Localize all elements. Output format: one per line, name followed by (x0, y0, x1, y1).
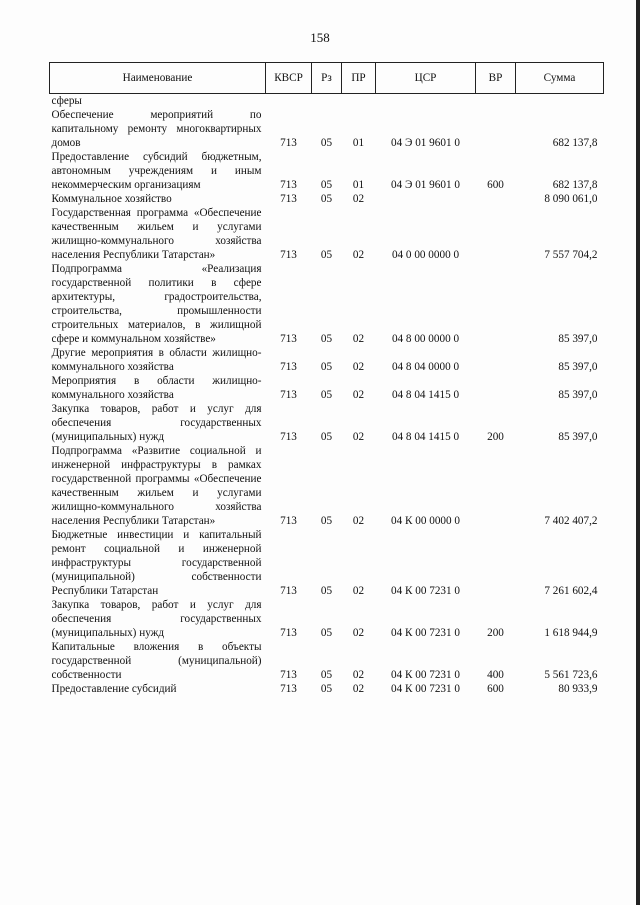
cell-csr: 04 8 04 0000 0 (391, 361, 460, 373)
cell-sum: 7 261 602,4 (544, 585, 598, 597)
cell-name: Подпрограмма «Реализация государственной политики в сфере архитектуры, градостроительства, строительства, промышленности строительных материалов, в жилищной сфере и коммунальном хозяйстве» (51, 263, 262, 345)
cell-pr: 01 (352, 179, 365, 191)
cell-pr: 02 (352, 431, 365, 443)
table-row (50, 346, 604, 374)
cell-sum (516, 94, 604, 109)
cell-sum: 85 397,0 (558, 333, 598, 345)
cell-rz (312, 94, 342, 109)
cell-csr: 04 К 00 7231 0 (391, 627, 460, 639)
cell-name: Бюджетные инвестиции и капитальный ремонт социальной и инженерной инфраструктуры государственной (муниципальной) собственности Республики Татарстан (51, 529, 262, 597)
table-row (50, 374, 604, 402)
table-header (50, 63, 604, 94)
cell-vr (476, 206, 516, 262)
cell-sum: 80 933,9 (558, 683, 598, 695)
cell-vr (476, 444, 516, 528)
cell-name: Предоставление субсидий бюджетным, автономным учреждениям и иным некоммерческим организациям (51, 151, 262, 191)
cell-csr: 04 8 04 1415 0 (391, 389, 460, 401)
header-vr: ВР (476, 63, 516, 94)
cell-pr: 02 (352, 389, 365, 401)
cell-sum: 8 090 061,0 (544, 193, 598, 205)
cell-vr: 200 (487, 627, 504, 639)
cell-kvsr: 713 (280, 179, 297, 191)
header-pr: ПР (342, 63, 376, 94)
header-rz: Рз (312, 63, 342, 94)
cell-pr: 02 (352, 361, 365, 373)
cell-vr (476, 346, 516, 374)
cell-vr (476, 528, 516, 598)
cell-pr: 02 (352, 669, 365, 681)
cell-vr (476, 108, 516, 150)
cell-vr: 200 (487, 431, 504, 443)
cell-sum: 85 397,0 (558, 389, 598, 401)
page-number: 158 (310, 30, 330, 45)
table-row (50, 262, 604, 346)
cell-kvsr: 713 (280, 389, 297, 401)
cell-rz: 05 (320, 179, 333, 191)
cell-name: Другие мероприятия в области жилищно-коммунального хозяйства (51, 347, 262, 373)
table-row (50, 94, 604, 109)
header-sum: Сумма (516, 63, 604, 94)
table-row (50, 528, 604, 598)
cell-kvsr: 713 (280, 193, 297, 205)
cell-csr: 04 0 00 0000 0 (391, 249, 460, 261)
table-row (50, 682, 604, 696)
cell-name: Обеспечение мероприятий по капитальному ремонту многоквартирных домов (51, 109, 262, 149)
cell-rz: 05 (320, 669, 333, 681)
table-row (50, 206, 604, 262)
cell-vr: 600 (487, 179, 504, 191)
cell-csr (376, 192, 476, 206)
table-row (50, 150, 604, 192)
cell-csr: 04 8 04 1415 0 (391, 431, 460, 443)
cell-rz: 05 (320, 683, 333, 695)
table-row (50, 108, 604, 150)
cell-sum: 85 397,0 (558, 361, 598, 373)
cell-vr (476, 262, 516, 346)
cell-vr: 400 (487, 669, 504, 681)
cell-rz: 05 (320, 585, 333, 597)
cell-rz: 05 (320, 389, 333, 401)
table-row (50, 402, 604, 444)
cell-sum: 682 137,8 (552, 179, 598, 191)
cell-name: Предоставление субсидий (51, 683, 177, 695)
header-kvsr: КВСР (266, 63, 312, 94)
cell-kvsr: 713 (280, 515, 297, 527)
cell-kvsr (266, 94, 312, 109)
cell-csr: 04 К 00 0000 0 (391, 515, 460, 527)
cell-vr (476, 374, 516, 402)
cell-rz: 05 (320, 431, 333, 443)
cell-pr: 02 (352, 627, 365, 639)
cell-rz: 05 (320, 249, 333, 261)
cell-pr: 02 (352, 683, 365, 695)
cell-name: Закупка товаров, работ и услуг для обеспечения государственных (муниципальных) нужд (51, 599, 262, 639)
cell-kvsr: 713 (280, 431, 297, 443)
cell-vr: 600 (487, 683, 504, 695)
cell-csr: 04 К 00 7231 0 (391, 683, 460, 695)
cell-name: Государственная программа «Обеспечение качественным жильем и услугами жилищно-коммунального хозяйства населения Республики Татарстан» (51, 207, 262, 261)
cell-name: Капитальные вложения в объекты государственной (муниципальной) собственности (51, 641, 262, 681)
cell-kvsr: 713 (280, 627, 297, 639)
cell-sum: 7 557 704,2 (544, 249, 598, 261)
table-row (50, 444, 604, 528)
cell-kvsr: 713 (280, 669, 297, 681)
cell-sum: 682 137,8 (552, 137, 598, 149)
cell-name: Коммунальное хозяйство (51, 193, 172, 205)
page-edge-shadow (636, 0, 640, 905)
cell-name: Мероприятия в области жилищно-коммунального хозяйства (51, 375, 262, 401)
cell-pr: 02 (352, 515, 365, 527)
cell-kvsr: 713 (280, 683, 297, 695)
cell-pr: 02 (352, 249, 365, 261)
cell-rz: 05 (320, 515, 333, 527)
cell-sum: 5 561 723,6 (544, 669, 598, 681)
header-csr: ЦСР (376, 63, 476, 94)
cell-csr: 04 Э 01 9601 0 (391, 179, 460, 191)
cell-kvsr: 713 (280, 249, 297, 261)
cell-rz: 05 (320, 627, 333, 639)
cell-rz: 05 (320, 361, 333, 373)
cell-sum: 85 397,0 (558, 431, 598, 443)
cell-csr: 04 К 00 7231 0 (391, 669, 460, 681)
cell-rz: 05 (320, 193, 333, 205)
cell-kvsr: 713 (280, 137, 297, 149)
table-row (50, 640, 604, 682)
cell-pr (342, 94, 376, 109)
table-row (50, 192, 604, 206)
cell-kvsr: 713 (280, 333, 297, 345)
table-row (50, 598, 604, 640)
cell-name: сферы (51, 95, 82, 107)
cell-csr (376, 94, 476, 109)
cell-name: Закупка товаров, работ и услуг для обеспечения государственных (муниципальных) нужд (51, 403, 262, 443)
cell-kvsr: 713 (280, 585, 297, 597)
cell-pr: 02 (352, 193, 365, 205)
cell-csr: 04 Э 01 9601 0 (391, 137, 460, 149)
cell-kvsr: 713 (280, 361, 297, 373)
budget-table (49, 62, 604, 696)
cell-name: Подпрограмма «Развитие социальной и инженерной инфраструктуры в рамках государственной программы «Обеспечение качественным жильем и услугами жилищно-коммунального хозяйства населения Республики Татарстан» (51, 445, 262, 527)
table-body (50, 94, 604, 697)
cell-csr: 04 8 00 0000 0 (391, 333, 460, 345)
cell-pr: 02 (352, 585, 365, 597)
cell-pr: 01 (352, 137, 365, 149)
cell-sum: 7 402 407,2 (544, 515, 598, 527)
cell-vr (476, 94, 516, 109)
cell-rz: 05 (320, 333, 333, 345)
cell-pr: 02 (352, 333, 365, 345)
cell-sum: 1 618 944,9 (544, 627, 598, 639)
cell-csr: 04 К 00 7231 0 (391, 585, 460, 597)
cell-rz: 05 (320, 137, 333, 149)
cell-vr (476, 192, 516, 206)
header-name: Наименование (50, 63, 266, 94)
